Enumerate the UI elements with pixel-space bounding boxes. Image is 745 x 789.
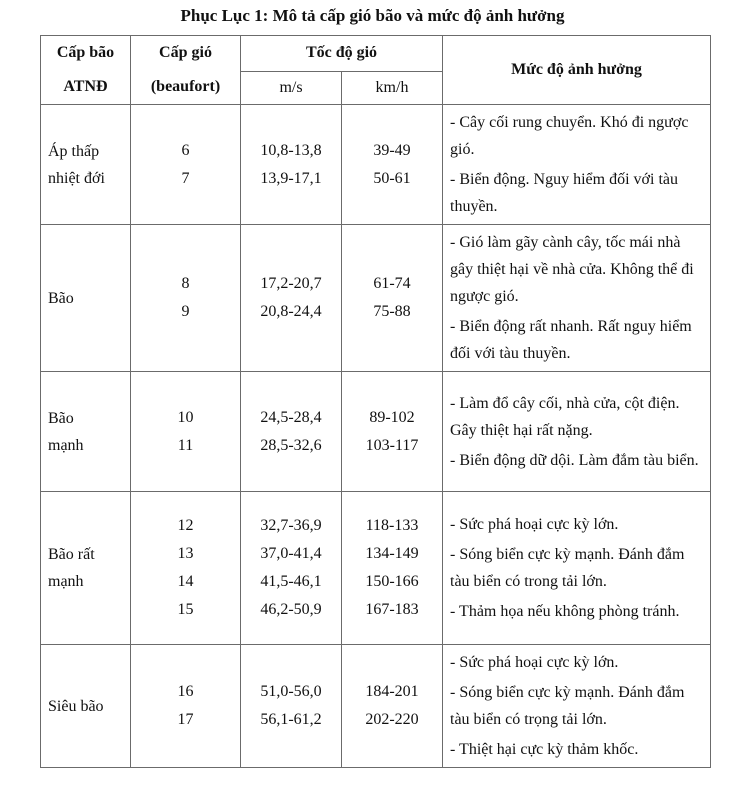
wind-scale-table xyxy=(40,35,711,768)
category-line: Siêu bão xyxy=(48,697,104,715)
kmh-value: 150-166 xyxy=(365,573,419,590)
ms-value: 51,0-56,0 xyxy=(260,683,322,700)
impact-cell xyxy=(443,225,711,372)
impact-cell xyxy=(443,105,711,225)
ms-value: 37,0-41,4 xyxy=(260,545,322,562)
header-storm-level xyxy=(41,36,131,105)
ms-value: 28,5-32,6 xyxy=(260,436,322,454)
header-beaufort-line1: Cấp gió xyxy=(159,44,212,61)
category-cell xyxy=(41,225,131,372)
beaufort-value: 13 xyxy=(177,545,194,562)
category-line: mạnh xyxy=(48,436,84,454)
impact-cell xyxy=(443,645,711,768)
kmh-value: 61-74 xyxy=(373,275,411,292)
ms-cell xyxy=(241,372,342,492)
kmh-cell xyxy=(342,645,443,768)
table-row xyxy=(41,225,711,372)
kmh-value: 184-201 xyxy=(365,683,419,700)
kmh-cell xyxy=(342,372,443,492)
document-title: Phục Lục 1: Mô tả cấp gió bão và mức độ ảnh hưởng xyxy=(180,6,565,25)
impact-item: - Biển động. Nguy hiểm đối với tàu thuyền. xyxy=(450,171,678,215)
impact-item: - Thảm họa nếu không phòng tránh. xyxy=(450,603,680,620)
header-beaufort xyxy=(131,36,241,105)
kmh-value: 103-117 xyxy=(365,436,419,454)
header-wind-speed: Tốc độ gió xyxy=(241,36,443,72)
header-beaufort-line2: (beaufort) xyxy=(150,78,221,95)
ms-cell xyxy=(241,105,342,225)
header-kmh: km/h xyxy=(342,71,443,105)
beaufort-cell xyxy=(131,225,241,372)
category-line: Bão xyxy=(48,289,74,307)
ms-value: 10,8-13,8 xyxy=(260,141,322,159)
impact-item: - Biển động rất nhanh. Rất nguy hiểm đối với tàu thuyền. xyxy=(450,318,692,362)
table-row xyxy=(41,105,711,225)
impact-item: - Thiệt hại cực kỳ thảm khốc. xyxy=(450,741,639,758)
impact-cell xyxy=(443,372,711,492)
impact-cell xyxy=(443,492,711,645)
kmh-value: 89-102 xyxy=(369,408,415,426)
kmh-value: 50-61 xyxy=(373,169,411,187)
beaufort-cell xyxy=(131,372,241,492)
impact-item: - Gió làm gãy cành cây, tốc mái nhà gây thiệt hại về nhà cửa. Không thể đi ngược gió. xyxy=(450,234,694,305)
beaufort-value: 14 xyxy=(177,573,194,590)
beaufort-value: 10 xyxy=(177,408,194,426)
header-storm-level-line1: Cấp bão xyxy=(56,44,115,61)
kmh-value: 202-220 xyxy=(365,711,419,728)
ms-value: 41,5-46,1 xyxy=(260,573,322,590)
kmh-cell xyxy=(342,105,443,225)
beaufort-value: 6 xyxy=(181,141,190,159)
category-line: Áp thấp xyxy=(48,142,100,160)
ms-value: 24,5-28,4 xyxy=(260,408,322,426)
kmh-cell xyxy=(342,225,443,372)
kmh-cell xyxy=(342,492,443,645)
ms-value: 56,1-61,2 xyxy=(260,711,322,728)
beaufort-cell xyxy=(131,105,241,225)
kmh-value: 118-133 xyxy=(365,517,419,534)
category-cell xyxy=(41,492,131,645)
category-line: mạnh xyxy=(48,573,84,590)
beaufort-value: 15 xyxy=(177,601,194,618)
category-line: nhiệt đới xyxy=(48,169,105,187)
beaufort-value: 11 xyxy=(177,436,194,454)
category-cell xyxy=(41,372,131,492)
beaufort-value: 8 xyxy=(181,275,190,292)
beaufort-cell xyxy=(131,645,241,768)
header-storm-level-line2: ATNĐ xyxy=(63,78,108,95)
category-line: Bão rất xyxy=(48,546,95,563)
beaufort-value: 12 xyxy=(177,517,194,534)
table-row xyxy=(41,645,711,768)
beaufort-cell xyxy=(131,492,241,645)
impact-item: - Làm đổ cây cối, nhà cửa, cột điện. Gây thiệt hại rất nặng. xyxy=(450,394,680,439)
impact-item: - Sóng biển cực kỳ mạnh. Đánh đắm tàu biển có trọng tải lớn. xyxy=(450,684,685,728)
table-row xyxy=(41,492,711,645)
beaufort-value: 17 xyxy=(177,711,194,728)
ms-cell xyxy=(241,492,342,645)
kmh-value: 75-88 xyxy=(373,303,411,320)
beaufort-value: 9 xyxy=(181,303,190,320)
category-line: Bão xyxy=(48,409,74,427)
beaufort-value: 7 xyxy=(181,169,190,187)
kmh-value: 134-149 xyxy=(365,545,419,562)
ms-value: 46,2-50,9 xyxy=(260,601,322,618)
kmh-value: 167-183 xyxy=(365,601,419,618)
ms-cell xyxy=(241,645,342,768)
ms-cell xyxy=(241,225,342,372)
impact-item: - Cây cối rung chuyển. Khó đi ngược gió. xyxy=(450,114,689,158)
impact-item: - Sức phá hoại cực kỳ lớn. xyxy=(450,516,619,533)
ms-value: 17,2-20,7 xyxy=(260,275,322,292)
table-row xyxy=(41,372,711,492)
category-cell xyxy=(41,105,131,225)
beaufort-value: 16 xyxy=(177,683,194,700)
header-ms: m/s xyxy=(241,71,342,105)
ms-value: 13,9-17,1 xyxy=(260,169,322,187)
ms-value: 32,7-36,9 xyxy=(260,517,322,534)
ms-value: 20,8-24,4 xyxy=(260,303,322,320)
impact-item: - Sức phá hoại cực kỳ lớn. xyxy=(450,654,619,671)
impact-item: - Sóng biển cực kỳ mạnh. Đánh đắm tàu biển có trong tải lớn. xyxy=(450,546,685,590)
impact-item: - Biển động dữ dội. Làm đắm tàu biển. xyxy=(450,451,699,469)
category-cell xyxy=(41,645,131,768)
header-impact: Mức độ ảnh hưởng xyxy=(443,36,711,105)
kmh-value: 39-49 xyxy=(373,141,411,159)
